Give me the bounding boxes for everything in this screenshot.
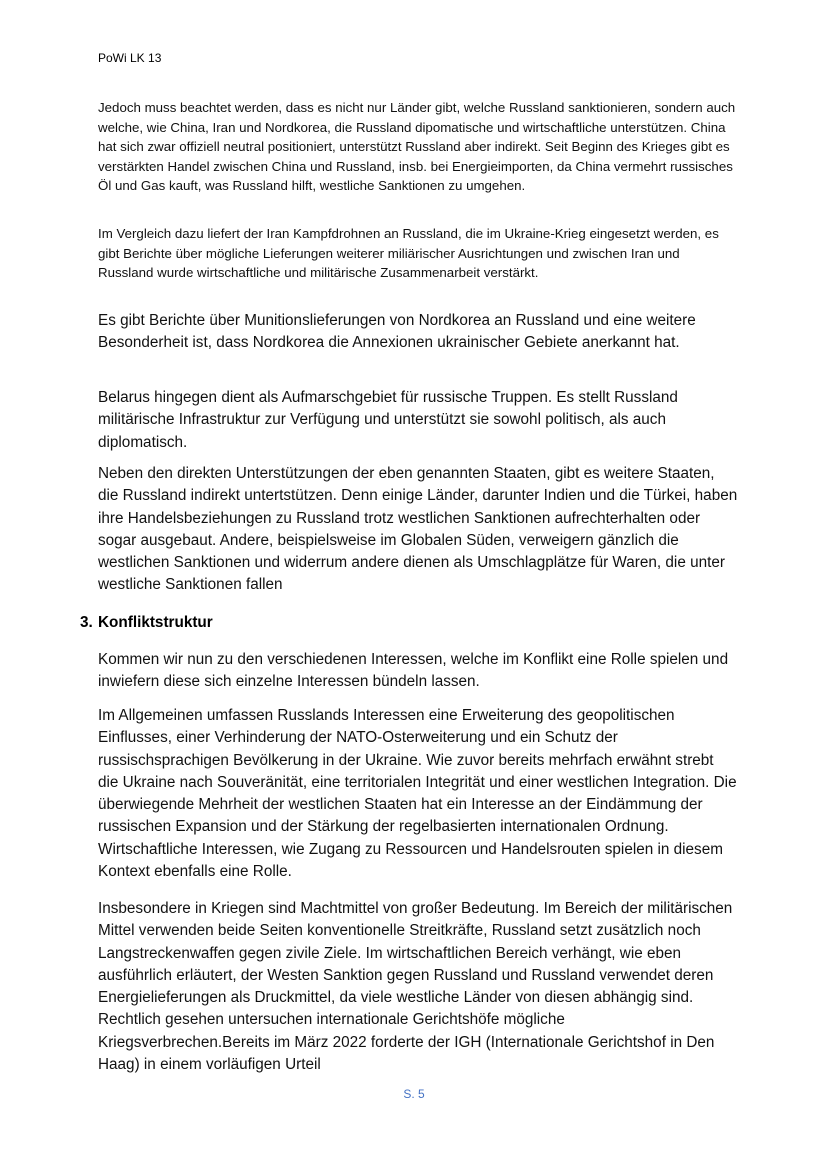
text-block-small-1 (98, 98, 738, 196)
text-block-large-1 (98, 310, 738, 355)
paragraph-belarus: Belarus hingegen dient als Aufmarschgebiet für russische Truppen. Es stellt Russland militärische Infrastruktur zur Verfügung und unterstützt sie sowohl politisch, als auch diplomatisch. (98, 389, 678, 451)
paragraph-nordkorea: Es gibt Berichte über Munitionslieferungen von Nordkorea an Russland und eine weitere Besonderheit ist, dass Nordkorea die Annexionen ukrainischer Gebiete anerkannt hat. (98, 312, 696, 352)
paragraph-indirekte-unterstuetzung: Neben den direkten Unterstützungen der eben genannten Staaten, gibt es weitere Staaten, die Russland indirekt untertstützen. Denn einige Länder, darunter Indien und die Türkei, haben ihre Handelsbeziehungen zu Russland trotz westlichen Sanktionen aufrechterhalten oder sogar ausgebaut. Andere, beispielsweise im Globalen Süden, verweigern gänzlich die westlichen Sanktionen und widerrum andere dienen als Umschlagplätze für Waren, die unter westliche Sanktionen fallen (98, 465, 738, 594)
section-number: 3. (80, 614, 93, 631)
section-heading (80, 614, 213, 632)
text-block-large-5 (98, 705, 738, 883)
paragraph-interessen-intro: Kommen wir nun zu den verschiedenen Interessen, welche im Konflikt eine Rolle spielen und inwiefern diese sich einzelne Interessen bündeln lassen. (98, 651, 729, 691)
text-block-small-2 (98, 224, 738, 283)
paragraph-iran: Im Vergleich dazu liefert der Iran Kampfdrohnen an Russland, die im Ukraine-Krieg eingesetzt werden, es gibt Berichte über mögliche Lieferungen weiterer miliärischer Ausrichtungen und zwischen Iran und Russland wurde wirtschaftliche und militärische Zusammenarbeit verstärkt. (98, 226, 719, 281)
section-title: Konfliktstruktur (98, 614, 213, 631)
page-header: PoWi LK 13 (98, 51, 162, 65)
text-block-large-3 (98, 463, 738, 597)
text-block-large-4 (98, 649, 738, 694)
text-block-large-2 (98, 387, 738, 454)
paragraph-machtmittel: Insbesondere in Kriegen sind Machtmittel von großer Bedeutung. Im Bereich der militärischen Mittel verwenden beide Seiten konventionelle Streitkräfte, Russland setzt zusätzlich noch Langstreckenwaffen gegen zivile Ziele. Im wirtschaftlichen Bereich verhängt, wie eben ausführlich erläutert, der Westen Sanktion gegen Russland und Russland verwendet deren Energielieferungen als Druckmittel, da viele westliche Länder von diesen abhängig sind. Rechtlich gesehen untersuchen internationale Gerichtshöfe mögliche Kriegsverbrechen.Bereits im März 2022 forderte der IGH (Internationale Gerichtshof in Den Haag) in einem vorläufigen Urteil (98, 900, 733, 1074)
page-number: S. 5 (403, 1087, 425, 1101)
paragraph-china: Jedoch muss beachtet werden, dass es nicht nur Länder gibt, welche Russland sanktionieren, sondern auch welche, wie China, Iran und Nordkorea, die Russland dipomatische und wirtschaftliche unterstützen. China hat sich zwar offiziell neutral positioniert, unterstützt Russland aber indirekt. Seit Beginn des Krieges gibt es verstärkten Handel zwischen China und Russland, insb. bei Energieimporten, da China vermehrt russisches Öl und Gas kauft, was Russland hilft, westliche Sanktionen zu umgehen. (98, 100, 736, 194)
paragraph-interessen: Im Allgemeinen umfassen Russlands Interessen eine Erweiterung des geopolitischen Einflusses, einer Verhinderung der NATO-Osterweiterung und ein Schutz der russischsprachigen Bevölkerung in der Ukraine. Wie zuvor bereits mehrfach erwähnt strebt die Ukraine nach Souveränität, eine territorialen Integrität und einer westlichen Integration. Die überwiegende Mehrheit der westlichen Staaten hat ein Interesse an der Eindämmung der russischen Expansion und der Stärkung der regelbasierten internationalen Ordnung. Wirtschaftliche Interessen, wie Zugang zu Ressourcen und Handelsrouten spielen in diesem Kontext ebenfalls eine Rolle. (98, 707, 737, 881)
text-block-large-6 (98, 898, 738, 1076)
